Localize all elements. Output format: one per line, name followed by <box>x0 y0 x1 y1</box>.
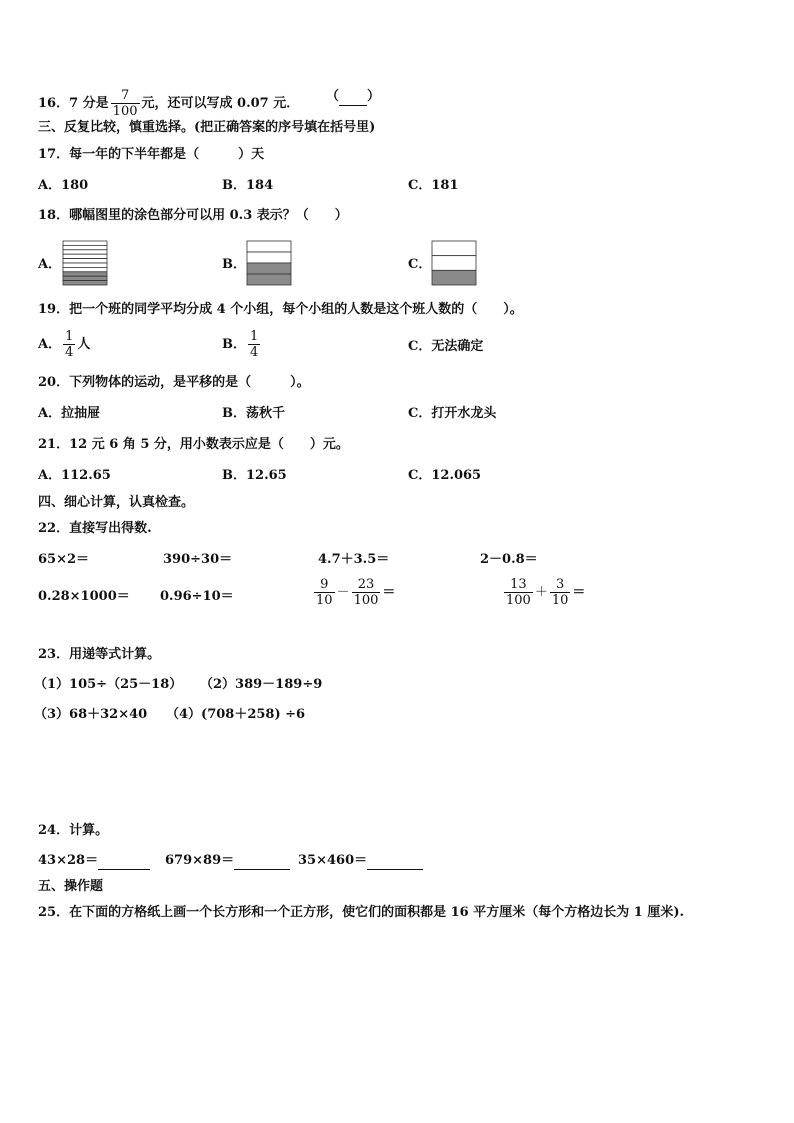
q24-item-1[interactable]: 43×28＝ <box>38 852 150 870</box>
question-16: 16．7 分是 $\frac{7}{100}$ 元，还可以写成 0.07 元． <box>38 88 300 119</box>
q23-part-3: （3）68＋32×40 <box>34 707 148 722</box>
q24-item-3[interactable]: 35×460＝ <box>298 852 423 870</box>
q18-figure-b <box>246 240 292 286</box>
q22-item-8: $\frac{13}{100}$ ＋ $\frac{3}{10}$ ＝ <box>506 577 586 608</box>
question-17: 17．每一年的下半年都是（ ）天 <box>38 147 265 162</box>
figure-strip <box>63 281 107 285</box>
q22-item-6: 0.96÷10＝ <box>160 589 234 604</box>
figure-strip <box>432 270 476 285</box>
question-24: 24．计算。 <box>38 823 109 838</box>
figure-strip <box>63 241 107 245</box>
figure-strip <box>247 252 291 263</box>
q23-part-4: （4）(708＋258) ÷6 <box>166 707 306 722</box>
figure-strip <box>63 245 107 249</box>
fraction-1-4: $\frac{1}{4}$ <box>65 329 74 360</box>
figure-strip <box>63 250 107 254</box>
question-21: 21．12 元 6 角 5 分，用小数表示应是（ ）元。 <box>38 437 349 452</box>
figure-strip <box>432 241 476 256</box>
fraction-7-100: $\frac{7}{100}$ <box>112 88 138 119</box>
q18-option-c[interactable]: C． <box>408 257 432 272</box>
q22-item-3: 4.7＋3.5＝ <box>318 552 390 567</box>
question-25: 25．在下面的方格纸上画一个长方形和一个正方形，使它们的面积都是 16 平方厘米（每个方格边长为 1 厘米). <box>38 905 685 920</box>
figure-strip <box>63 267 107 271</box>
figure-strip <box>63 263 107 267</box>
q21-option-c[interactable]: C．12.065 <box>408 468 482 483</box>
q23-part-2: （2）389－189÷9 <box>200 677 323 692</box>
q22-item-5: 0.28×1000＝ <box>38 589 130 604</box>
figure-strip <box>63 254 107 258</box>
q20-option-b[interactable]: B．荡秋千 <box>222 406 285 421</box>
q17-option-b[interactable]: B．184 <box>222 178 274 193</box>
question-20: 20．下列物体的运动，是平移的是（ ）。 <box>38 375 310 390</box>
q24-item-2[interactable]: 679×89＝ <box>165 852 290 870</box>
q17-option-a[interactable]: A．180 <box>38 178 89 193</box>
q21-option-a[interactable]: A．112.65 <box>38 468 111 483</box>
q20-option-c[interactable]: C．打开水龙头 <box>408 406 497 421</box>
section-3-heading: 三、反复比较，慎重选择。(把正确答案的序号填在括号里) <box>38 120 376 135</box>
figure-strip <box>63 276 107 280</box>
q18-figure-a <box>62 240 108 286</box>
question-19: 19．把一个班的同学平均分成 4 个小组，每个小组的人数是这个班人数的（ ）。 <box>38 302 523 317</box>
answer-paren-16[interactable]: （ ） <box>326 89 381 104</box>
q20-option-a[interactable]: A．拉抽屉 <box>38 406 101 421</box>
q18-option-a[interactable]: A． <box>38 257 62 272</box>
q22-item-7: $\frac{9}{10}$ － $\frac{23}{100}$ ＝ <box>316 577 396 608</box>
figure-strip <box>247 241 291 252</box>
question-23: 23．用递等式计算。 <box>38 647 161 662</box>
q17-option-c[interactable]: C．181 <box>408 178 459 193</box>
question-18: 18．哪幅图里的涂色部分可以用 0.3 表示？（ ） <box>38 208 348 223</box>
section-5-heading: 五、操作题 <box>38 879 104 894</box>
q23-part-1: （1）105÷（25－18） <box>34 677 183 692</box>
q22-item-4: 2－0.8＝ <box>480 552 538 567</box>
figure-strip <box>63 259 107 263</box>
q18-option-b[interactable]: B． <box>222 257 246 272</box>
q19-option-a[interactable]: A． $\frac{1}{4}$ 人 <box>38 329 91 360</box>
figure-strip <box>63 272 107 276</box>
q22-item-2: 390÷30＝ <box>163 552 233 567</box>
figure-strip <box>432 256 476 271</box>
q22-item-1: 65×2＝ <box>38 552 90 567</box>
q21-option-b[interactable]: B．12.65 <box>222 468 287 483</box>
section-4-heading: 四、细心计算，认真检查。 <box>38 495 195 510</box>
figure-strip <box>247 274 291 285</box>
figure-strip <box>247 263 291 274</box>
q18-figure-c <box>431 240 477 286</box>
q19-option-c[interactable]: C．无法确定 <box>408 339 484 354</box>
question-22: 22．直接写出得数. <box>38 521 152 536</box>
fraction-1-4: $\frac{1}{4}$ <box>250 329 259 360</box>
q19-option-b[interactable]: B． $\frac{1}{4}$ <box>222 329 259 360</box>
